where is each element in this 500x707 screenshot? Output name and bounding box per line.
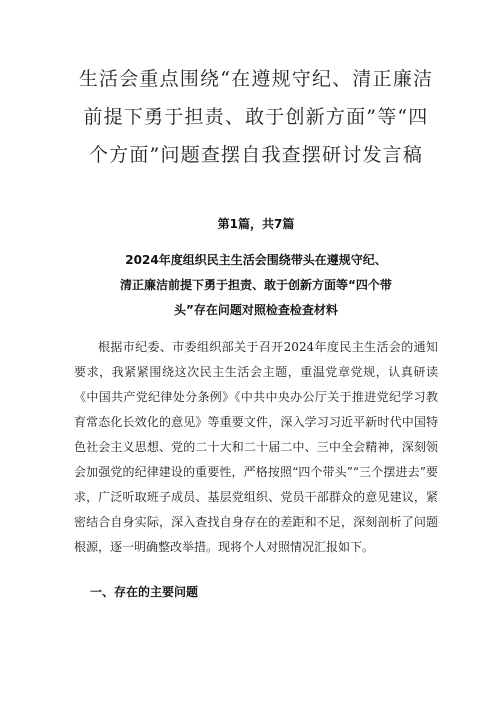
part-label: 第1篇，共7篇 [217,217,295,231]
body-paragraph: 根据市纪委、市委组织部关于召开2024年度民主生活会的通知要求，我紧紧围绕这次民主生活会主题，重温党章党规，认真研读《中国共产党纪律处分条例》《中共中央办公厅关于推进党纪学习教育常态化长效化的意见》等重要文件，深入学习习近平新时代中国特色社会主义思想、党的二十大和二十届二中、三中全会精神，深刻领会加强党的纪律建设的重要性，严格按照“四个带头”“三个摆进去”要求，广泛听取班子成员、基层党组织、党员干部群众的意见建议，紧密结合自身实际，深入查找自身存在的差距和不足，深刻剖析了问题根源，逐一明确整改举措。现将个人对照情况汇报如下。 [74,340,438,554]
document-subtitle [74,248,438,323]
document-title: 生活会重点围绕“在遵规守纪、清正廉洁前提下勇于担责、敢于创新方面”等“四个方面”问题查摆自我查摆研讨发言稿 [78,68,434,166]
subtitle-line-2: 清正廉洁前提下勇于担责、敢于创新方面等“四个带 [120,278,392,292]
subtitle-line-1: 2024年度组织民主生活会围绕带头在遵规守纪、 [125,253,387,267]
section-heading: 一、存在的主要问题 [90,585,199,599]
subtitle-line-3: 头”存在问题对照检查检查材料 [174,303,338,317]
